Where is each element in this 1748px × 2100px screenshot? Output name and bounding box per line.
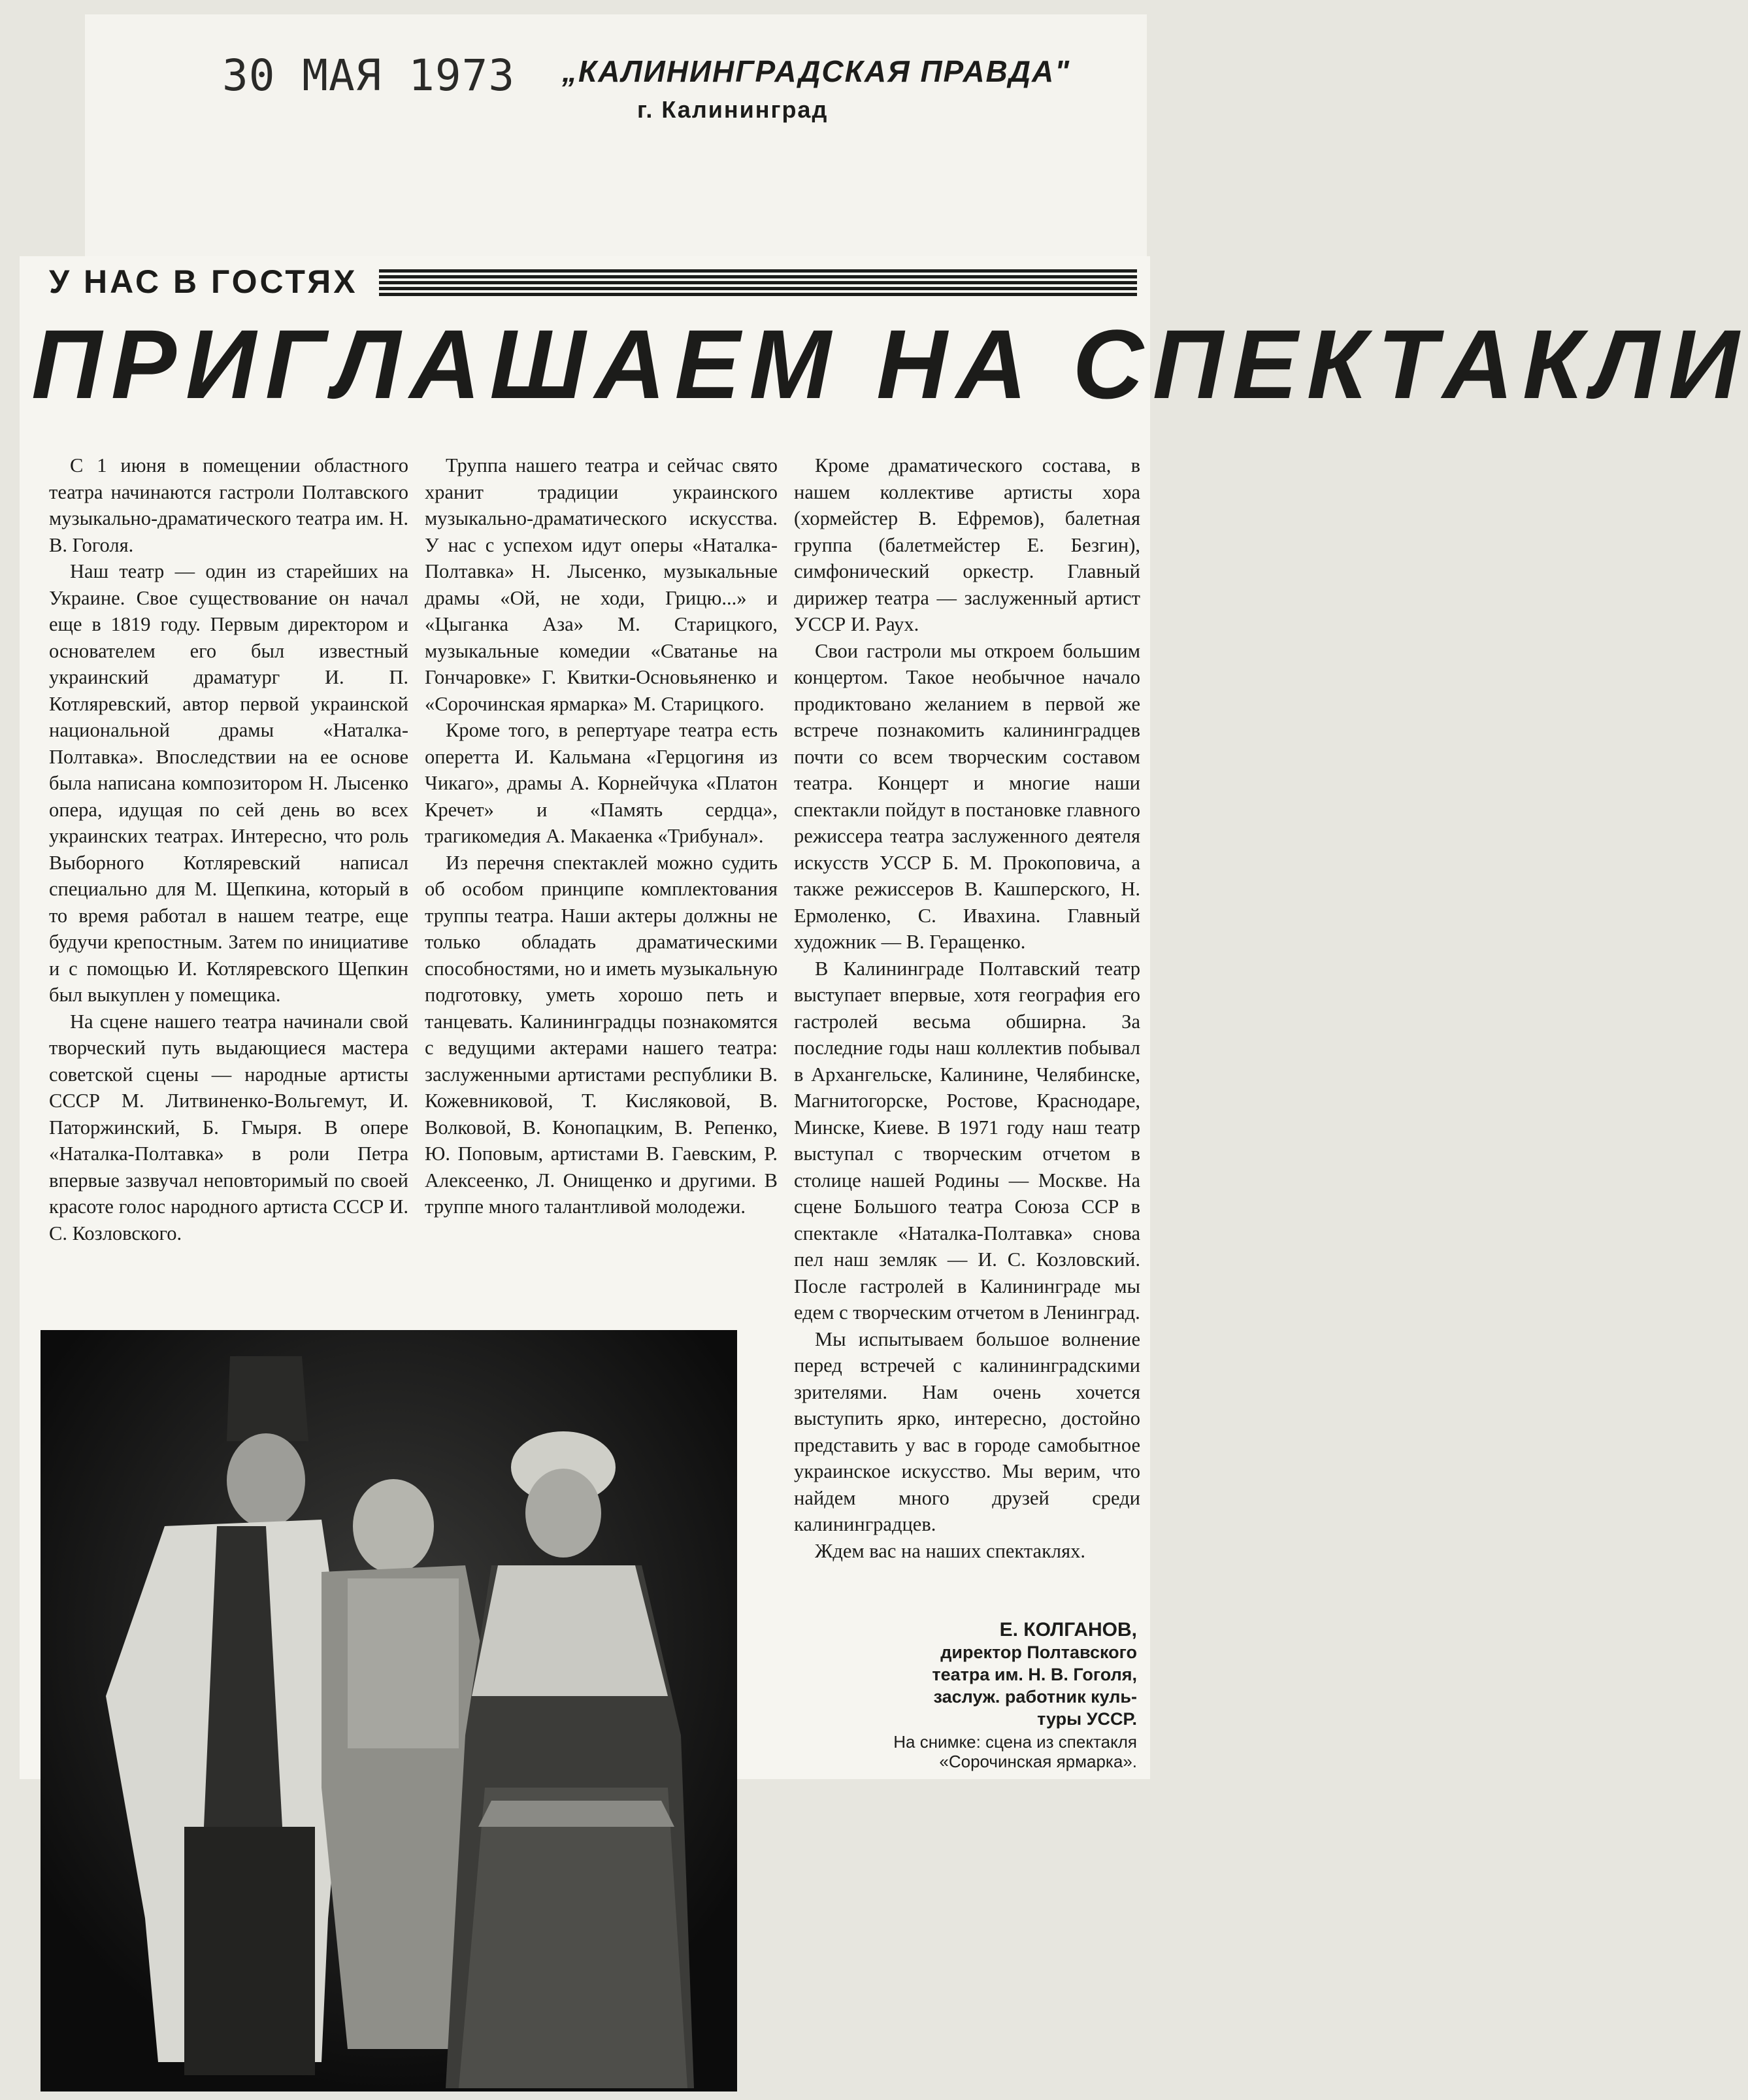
- stage-photo-illustration: [41, 1330, 737, 2092]
- paragraph: Кроме драматического состава, в нашем коллективе артисты хора (хормейстер В. Ефремов), балетная группа (балетмейстер Е. Безгин), симфонический оркестр. Главный дирижер театра — заслуженный артист УССР И. Раух.: [794, 454, 1140, 635]
- author-name: Е. КОЛГАНОВ,: [999, 1619, 1137, 1641]
- author-title-line: театра им. Н. В. Гоголя,: [932, 1665, 1137, 1684]
- author-title-line: директор Полтавского: [940, 1642, 1137, 1662]
- clipping-header: [85, 14, 1147, 256]
- paragraph: Мы испытываем большое волнение перед встречей с калининградскими зрителями. Нам очень хочется выступить ярко, интересно, достойно представить у вас в городе самобытное украинское искусство. Мы верим, что найдем много друзей среди калининградцев.: [794, 1327, 1140, 1535]
- article-column-1: [49, 452, 408, 1246]
- author-title-line: туры УССР.: [1037, 1709, 1137, 1729]
- newspaper-title: „КАЛИНИНГРАДСКАЯ ПРАВДА": [562, 54, 1071, 88]
- photo-caption: На снимке: сцена из спектакля «Сорочинская ярмарка».: [893, 1732, 1137, 1771]
- paragraph: Труппа нашего театра и сейчас свято хранит традиции украинского музыкально-драматического искусства. У нас с успехом идут оперы «Наталка-Полтавка» Н. Лысенко, музыкальные драмы «Ой, не ходи, Грицю...» и «Цыганка Аза» М. Старицкого, музыкальные комедии «Сватанье на Гончаровке» Г. Квитки-Основьяненко и «Сорочинская ярмарка» М. Старицкого.: [425, 454, 778, 715]
- paragraph: Ждем вас на наших спектаклях.: [815, 1539, 1086, 1562]
- paragraph: Наш театр — один из старейших на Украине. Свое существование он начал еще в 1819 году. Первым директором и основателем его был известный украинский драматург И. П. Котляревский, автор первой украинской национальной драмы «Наталка-Полтавка». Впоследствии на ее основе была написана композитором Н. Лысенко опера, идущая по сей день во всех украинских театрах. Интересно, что роль Выборного Котляревский написал специально для М. Щепкина, который в то время работал в нашем театре, еще будучи крепостным. Затем по инициативе и с помощью И. Котляревского Щепкин был выкуплен у помещика.: [49, 560, 408, 1006]
- paragraph: На сцене нашего театра начинали свой творческий путь выдающиеся мастера советской сцены — народные артисты СССР М. Литвиненко-Вольгемут, И. Паторжинский, Б. Гмыря. В опере «Наталка-Полтавка» в роли Петра впервые зазвучал неповторимый по своей красоте голос народного артиста СССР И. С. Козловского.: [49, 1010, 408, 1244]
- paragraph: Свои гастроли мы откроем большим концертом. Такое необычное начало продиктовано желанием в первой же встрече познакомить калининградцев почти со всем творческим составом театра. Концерт и многие наши спектакли пойдут в постановке главного режиссера театра заслуженного деятеля искусств УССР Б. М. Прокоповича, а также режиссеров В. Кашперского, Н. Ермоленко, С. Ивахина. Главный художник — В. Геращенко.: [794, 639, 1140, 953]
- author-signature: [863, 1619, 1137, 1730]
- article-column-3: [794, 452, 1140, 1564]
- stage-photo: [41, 1330, 737, 2092]
- author-title-line: заслуж. работник куль-: [933, 1687, 1137, 1707]
- article-column-2: [425, 452, 778, 1220]
- rubric-rule-lines: [379, 269, 1137, 297]
- paragraph: Из перечня спектаклей можно судить об особом принципе комплектования труппы театра. Наши актеры должны не только обладать драматическими способностями, но и иметь музыкальную подготовку, уметь хорошо петь и танцевать. Калининградцы познакомятся с ведущими актерами нашего театра: заслуженными артистами республики В. Кожевниковой, Т. Кисляковой, В. Волковой, В. Конопацким, В. Репенко, Ю. Поповым, артистами В. Гаевским, Р. Алексеенко, Л. Онищенко и другими. В труппе много талантливой молодежи.: [425, 851, 778, 1218]
- paragraph: С 1 июня в помещении областного театра начинаются гастроли Полтавского музыкально-драматического театра им. Н. В. Гоголя.: [49, 454, 408, 556]
- headline: ПРИГЛАШАЕМ НА СПЕКТАКЛИ: [31, 309, 1748, 419]
- newspaper-city: г. Калининград: [637, 96, 829, 123]
- date-stamp: 30 МАЯ 1973: [222, 50, 516, 101]
- rubric: У НАС В ГОСТЯХ: [49, 263, 358, 300]
- paragraph: В Калининграде Полтавский театр выступает впервые, хотя география его гастролей весьма обширна. За последние годы наш коллектив побывал в Архангельске, Калинине, Челябинске, Магнитогорске, Ростове, Краснодаре, Минске, Киеве. В 1971 году наш театр выступал с творческим отчетом в столице нашей Родины — Москве. На сцене Большого театра Союза ССР в спектакле «Наталка-Полтавка» снова пел наш земляк — И. С. Козловский. После гастролей в Калининграде мы едем с творческим отчетом в Ленинград.: [794, 957, 1140, 1324]
- paragraph: Кроме того, в репертуаре театра есть оперетта И. Кальмана «Герцогиня из Чикаго», драмы А. Корнейчука «Платон Кречет» и «Память сердца», трагикомедия А. Макаенка «Трибунал».: [425, 719, 778, 847]
